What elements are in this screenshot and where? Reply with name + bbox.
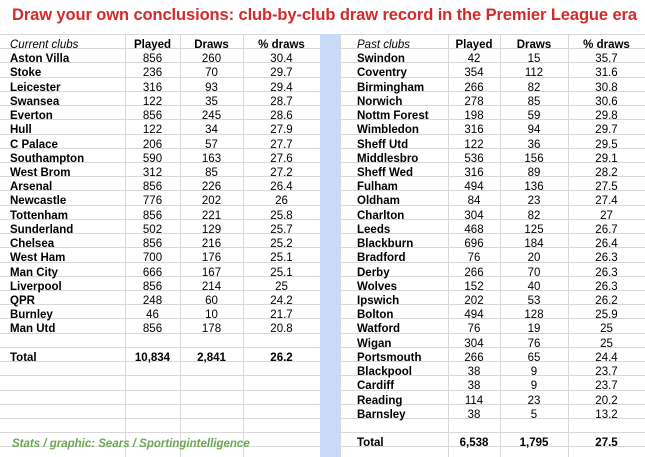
stat-cell: 26.3	[595, 280, 618, 293]
stat-cell: 38	[467, 366, 481, 379]
club-name: Blackburn	[357, 238, 414, 251]
stat-cell: 76	[467, 323, 481, 336]
stat-cell: 29.7	[595, 124, 618, 137]
stat-cell: 536	[464, 152, 484, 165]
stat-cell: 156	[524, 152, 544, 165]
stat-cell: 25.1	[270, 266, 293, 279]
stat-cell: 25	[275, 280, 288, 293]
stat-cell: 21.7	[270, 309, 293, 322]
stat-cell: 178	[201, 323, 222, 336]
stat-cell: 136	[524, 181, 544, 194]
stat-cell: 31.6	[595, 67, 618, 80]
club-name: Everton	[10, 110, 53, 123]
club-name: Derby	[357, 266, 390, 279]
column-header: Draws	[194, 39, 229, 51]
stat-cell: 19	[527, 323, 541, 336]
stat-cell: 30.6	[595, 95, 618, 108]
total-label: Total	[357, 437, 384, 450]
stat-cell: 26.4	[270, 181, 293, 194]
club-name: Wigan	[357, 337, 392, 350]
club-name: Bradford	[357, 252, 406, 265]
stat-cell: 85	[527, 95, 541, 108]
stat-cell: 502	[142, 223, 163, 236]
stat-cell: 23	[527, 394, 541, 407]
stat-cell: 9	[530, 366, 538, 379]
stat-cell: 28.7	[270, 95, 293, 108]
stat-cell: 27.9	[270, 124, 293, 137]
club-name: Tottenham	[10, 209, 68, 222]
stat-cell: 93	[205, 81, 218, 94]
club-name: Stoke	[10, 67, 42, 80]
stat-cell: 5	[530, 408, 538, 421]
stat-cell: 114	[464, 394, 484, 407]
stat-cell: 10	[205, 309, 218, 322]
stat-cell: 53	[527, 294, 541, 307]
club-name: Barnsley	[357, 408, 406, 421]
stat-cell: 15	[527, 53, 541, 66]
stat-cell: 494	[464, 309, 484, 322]
stat-cell: 30.4	[270, 53, 293, 66]
club-name: Sheff Utd	[357, 138, 409, 151]
column-header-club: Past clubs	[357, 39, 411, 51]
club-name: Sheff Wed	[357, 166, 414, 179]
stat-cell: 856	[142, 238, 163, 251]
stat-cell: 13.2	[595, 408, 618, 421]
stat-cell: 24.2	[270, 294, 293, 307]
stat-cell: 23	[527, 195, 541, 208]
club-name: Oldham	[357, 195, 400, 208]
stat-cell: 38	[467, 408, 481, 421]
stat-cell: 29.1	[595, 152, 618, 165]
stat-cell: 40	[527, 280, 541, 293]
stat-cell: 202	[464, 294, 484, 307]
club-name: Wimbledon	[357, 124, 419, 137]
stat-cell: 29.4	[270, 81, 293, 94]
stat-cell: 696	[464, 238, 484, 251]
stat-cell: 65	[527, 351, 541, 364]
stat-cell: 82	[527, 209, 541, 222]
stat-cell: 84	[467, 195, 481, 208]
stat-cell: 76	[527, 337, 541, 350]
stat-cell: 27.7	[270, 138, 293, 151]
club-name: Newcastle	[10, 195, 67, 208]
credit-line: Stats / graphic: Sears / Sportingintelligence	[12, 438, 250, 450]
stat-cell: 42	[467, 53, 481, 66]
stat-cell: 27.2	[270, 166, 293, 179]
club-name: Blackpool	[357, 366, 412, 379]
stat-cell: 25.7	[270, 223, 293, 236]
club-name: Southampton	[10, 152, 85, 165]
stat-cell: 304	[464, 209, 484, 222]
column-header: Draws	[516, 39, 552, 51]
stat-cell: 29.5	[595, 138, 618, 151]
stat-cell: 57	[205, 138, 218, 151]
club-name: Ipswich	[357, 294, 400, 307]
stat-cell: 176	[201, 252, 222, 265]
stat-cell: 25.2	[270, 238, 293, 251]
stat-cell: 128	[524, 309, 544, 322]
stat-cell: 70	[205, 67, 218, 80]
stat-cell: 26.3	[595, 266, 618, 279]
column-header-club: Current clubs	[10, 39, 79, 51]
club-name: Arsenal	[10, 181, 53, 194]
stat-cell: 70	[527, 266, 541, 279]
stat-cell: 216	[201, 238, 222, 251]
column-header: Played	[133, 39, 172, 51]
stat-cell: 85	[205, 166, 218, 179]
stat-cell: 316	[464, 166, 484, 179]
stat-cell: 214	[201, 280, 222, 293]
stat-cell: 26.2	[595, 294, 618, 307]
stat-cell: 202	[201, 195, 222, 208]
club-name: Chelsea	[10, 238, 55, 251]
club-name: Watford	[357, 323, 401, 336]
club-name: Swindon	[357, 53, 405, 66]
club-name: Coventry	[357, 67, 407, 80]
stat-cell: 82	[527, 81, 541, 94]
column-header: % draws	[583, 39, 630, 51]
club-name: Norwich	[357, 95, 403, 108]
club-name: West Ham	[10, 252, 66, 265]
stat-cell: 122	[142, 124, 163, 137]
total-cell: 27.5	[595, 437, 618, 450]
club-name: Charlton	[357, 209, 405, 222]
stat-cell: 29.8	[595, 110, 618, 123]
stat-cell: 60	[205, 294, 218, 307]
stat-cell: 112	[524, 67, 544, 80]
club-name: Leicester	[10, 81, 61, 94]
stat-cell: 198	[464, 110, 484, 123]
stat-cell: 856	[142, 181, 163, 194]
club-name: QPR	[10, 294, 35, 307]
stat-cell: 266	[464, 351, 484, 364]
stat-cell: 35.7	[595, 53, 618, 66]
club-name: Burnley	[10, 309, 53, 322]
grid-col-line	[340, 34, 341, 457]
stat-cell: 25.9	[595, 309, 618, 322]
stat-cell: 20.2	[595, 394, 618, 407]
club-name: Nottm Forest	[357, 110, 429, 123]
stat-cell: 25.1	[270, 252, 293, 265]
total-cell: 2,841	[197, 351, 226, 364]
stat-cell: 20.8	[270, 323, 293, 336]
stat-cell: 163	[201, 152, 222, 165]
stat-cell: 206	[142, 138, 163, 151]
club-name: Man City	[10, 266, 58, 279]
club-name: Hull	[10, 124, 32, 137]
stat-cell: 184	[524, 238, 544, 251]
stat-cell: 266	[464, 81, 484, 94]
stat-cell: 248	[142, 294, 163, 307]
stat-cell: 312	[142, 166, 163, 179]
stat-cell: 26.4	[595, 238, 618, 251]
total-label: Total	[10, 351, 37, 364]
stat-cell: 236	[142, 67, 163, 80]
club-name: Cardiff	[357, 380, 395, 393]
club-name: Portsmouth	[357, 351, 422, 364]
stat-cell: 856	[142, 280, 163, 293]
stat-cell: 354	[464, 67, 484, 80]
stat-cell: 26	[275, 195, 288, 208]
stat-cell: 221	[201, 209, 222, 222]
stat-cell: 125	[524, 223, 544, 236]
stat-cell: 129	[201, 223, 222, 236]
stat-cell: 666	[142, 266, 163, 279]
stat-cell: 27	[600, 209, 613, 222]
club-name: Swansea	[10, 95, 60, 108]
stat-cell: 23.7	[595, 380, 618, 393]
stat-cell: 35	[205, 95, 218, 108]
stat-cell: 122	[464, 138, 484, 151]
column-header: Played	[455, 39, 493, 51]
total-cell: 10,834	[134, 351, 171, 364]
club-name: Aston Villa	[10, 53, 70, 66]
club-name: Fulham	[357, 181, 398, 194]
club-name: Reading	[357, 394, 403, 407]
stat-cell: 856	[142, 110, 163, 123]
club-name: Man Utd	[10, 323, 56, 336]
total-cell: 1,795	[519, 437, 549, 450]
stat-cell: 316	[142, 81, 163, 94]
club-name: Middlesbro	[357, 152, 419, 165]
stat-cell: 856	[142, 323, 163, 336]
club-name: Leeds	[357, 223, 391, 236]
stat-cell: 20	[527, 252, 541, 265]
stat-cell: 266	[464, 266, 484, 279]
stat-cell: 856	[142, 209, 163, 222]
stat-cell: 34	[205, 124, 218, 137]
club-name: West Brom	[10, 166, 71, 179]
stat-cell: 316	[464, 124, 484, 137]
stat-cell: 76	[467, 252, 481, 265]
stat-cell: 26.3	[595, 252, 618, 265]
stat-cell: 38	[467, 380, 481, 393]
stat-cell: 94	[527, 124, 541, 137]
stat-cell: 25	[600, 337, 613, 350]
column-separator	[320, 34, 340, 457]
stat-cell: 245	[201, 110, 222, 123]
stat-cell: 152	[464, 280, 484, 293]
club-name: Wolves	[357, 280, 398, 293]
total-cell: 6,538	[459, 437, 489, 450]
stat-cell: 30.8	[595, 81, 618, 94]
stat-cell: 27.4	[595, 195, 618, 208]
club-name: Sunderland	[10, 223, 74, 236]
stat-cell: 226	[201, 181, 222, 194]
stat-cell: 23.7	[595, 366, 618, 379]
stat-cell: 700	[142, 252, 163, 265]
stat-cell: 278	[464, 95, 484, 108]
stat-cell: 494	[464, 181, 484, 194]
stat-cell: 36	[527, 138, 541, 151]
stat-cell: 28.2	[595, 166, 618, 179]
stat-cell: 167	[201, 266, 222, 279]
stat-cell: 59	[527, 110, 541, 123]
stat-cell: 25	[600, 323, 613, 336]
stat-cell: 776	[142, 195, 163, 208]
stat-cell: 468	[464, 223, 484, 236]
stat-cell: 29.7	[270, 67, 293, 80]
stat-cell: 28.6	[270, 110, 293, 123]
stat-cell: 260	[201, 53, 222, 66]
stat-cell: 9	[530, 380, 538, 393]
club-name: Liverpool	[10, 280, 62, 293]
club-name: C Palace	[10, 138, 58, 151]
stat-cell: 122	[142, 95, 163, 108]
stat-cell: 25.8	[270, 209, 293, 222]
page-title: Draw your own conclusions: club-by-club draw record in the Premier League era	[12, 6, 637, 24]
club-name: Bolton	[357, 309, 394, 322]
column-header: % draws	[258, 39, 305, 51]
stat-cell: 24.4	[595, 351, 618, 364]
stat-cell: 590	[142, 152, 163, 165]
club-name: Birmingham	[357, 81, 425, 94]
total-cell: 26.2	[270, 351, 293, 364]
stat-cell: 856	[142, 53, 163, 66]
stat-cell: 27.5	[595, 181, 618, 194]
stat-cell: 26.7	[595, 223, 618, 236]
stat-cell: 46	[146, 309, 159, 322]
stat-cell: 89	[527, 166, 541, 179]
stat-cell: 304	[464, 337, 484, 350]
stat-cell: 27.6	[270, 152, 293, 165]
